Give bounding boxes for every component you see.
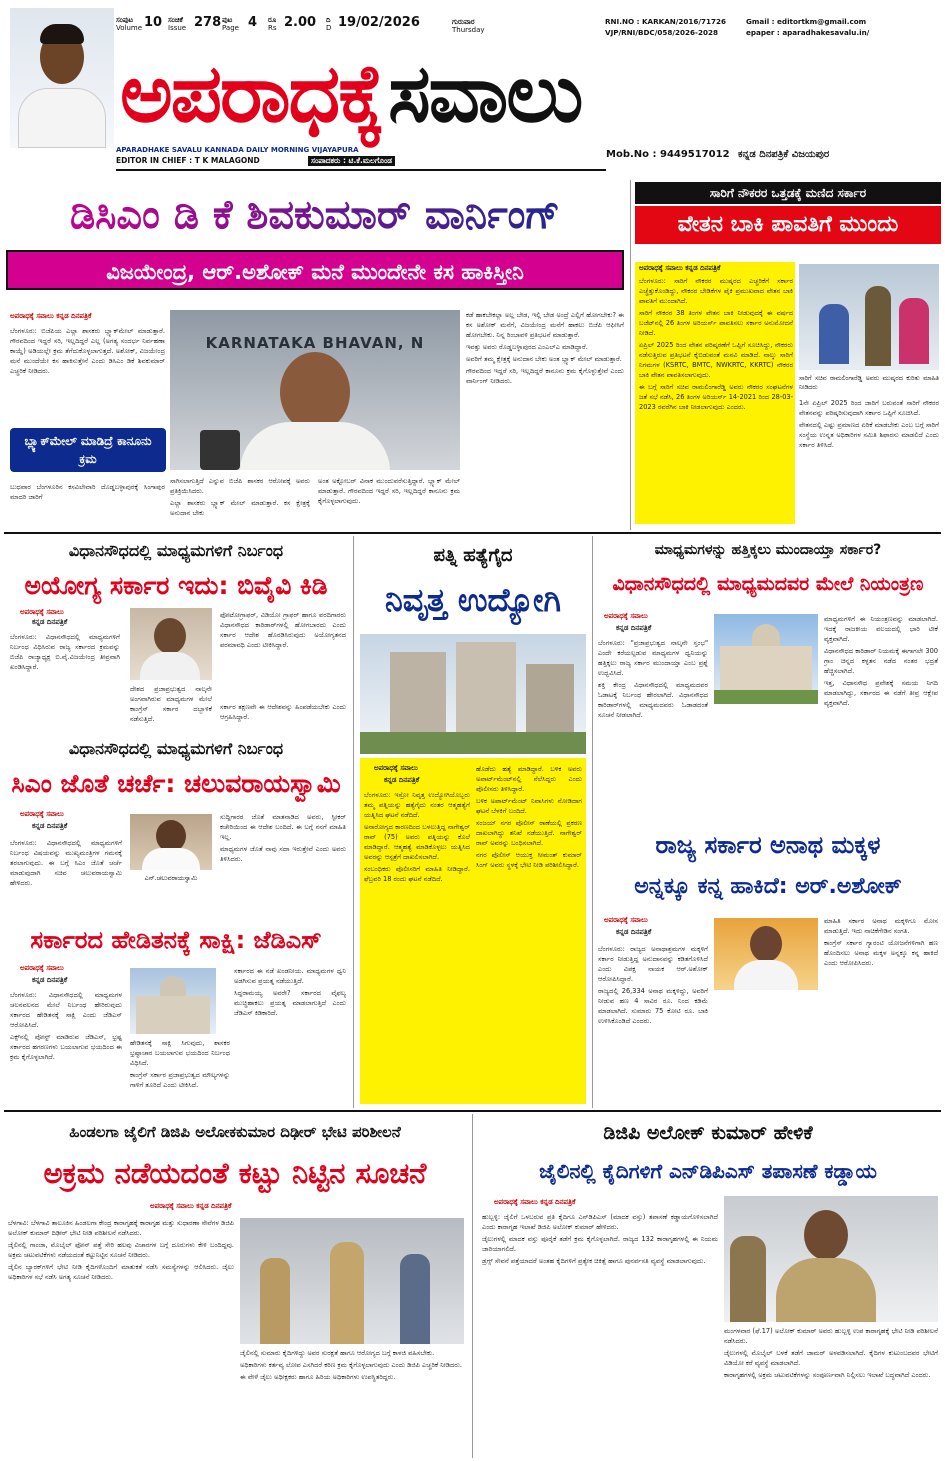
prison-col2-p1: ಜೈಲಿನಲ್ಲಿ ಸುಮಾರು ಕೈದಿಗಳಿದ್ದು ಅವರ ಸುರಕ್ಷತೆ ಹಾಗೂ ಆರೋಗ್ಯದ ಬಗ್ಗೆ ಕಾಳಜಿ ವಹಿಸಬೇಕು. [240,1349,435,1357]
murder-col1-p1: ಬೆಂಗಳೂರು: ಇಸ್ರೋ ನಿವೃತ್ತ ಉದ್ಯೋಗಿಯೊಬ್ಬರು ತಮ್ಮ ಪತ್ನಿಯನ್ನು ಹತ್ಯೆಗೈದು ನಂತರ ಆತ್ಮಹತ್ಯೆಗೆ ಯತ್ನಿಸಿದ ಘಟನೆ ನಡೆದಿದೆ. [364,791,470,819]
orphan-photo-head [750,926,782,962]
media-source1: ಅಪರಾಧಕ್ಕೆ ಸವಾಲು [604,612,648,620]
jds-col2-p1: ಹೇಡಿತನಕ್ಕೆ ಸಾಕ್ಷಿ ಸಿಗುವುದು, ಶಾಸಕರ ಭ್ರಷ್ಟಾಚಾರ ಬಯಲಾಗುವ ಭಯದಿಂದ ನಿರ್ಬಂಧ ವಿಧಿಸಿದೆ. [130,1039,230,1067]
prison-col2-p3: ಈ ವೇಳೆ ಜೈಲು ಅಧೀಕ್ಷಕರು ಹಾಗೂ ಹಿರಿಯ ಅಧಿಕಾರಿಗಳು ಉಪಸ್ಥಿತರಿದ್ದರು. [240,1373,396,1381]
ndps-photo-head [804,1210,848,1260]
murder-col2-p3: ಸಂಜಯ್ ನಗರ ಪೊಲೀಸ್ ಠಾಣೆಯಲ್ಲಿ ಪ್ರಕರಣ ದಾಖಲಾಗಿದ್ದು ತನಿಖೆ ನಡೆಯುತ್ತಿದೆ. ನಾಗೇಶ್ವರ್ ರಾವ್ ಅವರನ್ನು ಬಂಧಿಸಲಾಗಿದೆ. [476,819,582,847]
volume-no: 10 [144,15,163,30]
day-en: Thursday [452,26,485,34]
lead-col4-p1: ಕಡೆ ಹಾಕಬೇಕಲ್ಲಾ ಅಲ್ಲ ಬೇಡ, ಇಲ್ಲಿ ಬೇಡ ಅಂದ್ರೆ ಎಲ್ಲಿಗೆ ಹೋಗಬೇಕು? ಈ ಕಸ ಅಶೋಕ್ ಮನೆಗೆ, ವಿಜಯೇಂದ್ರ ಮನೆಗೆ ಹಾಕಲು ಬಿಜೆಪಿ ಆಫೀಸಿಗೆ ಹೋಗಬೇಕು. ನಿನ್ನ ರಿಂಬಾವಳಿ ಪ್ರತಿಭಟನೆ ಮಾಡುತ್ತಾರೆ. [466,311,624,339]
paper-title [120,40,940,148]
salary-col1-p3: ಏಪ್ರಿಲ್ 2025 ರಿಂದ ವೇತನ ಪರಿಷ್ಕರಣೆಗೆ ಒಪ್ಪಿಗೆ ಸೂಚಿಸಿದ್ದು, ನೌಕರರು ನಡೆಸುತ್ತಿರುವ ಪ್ರತಿಭಟನೆ ಕೈಬಿಡುವಂತೆ ಮನವಿ ಮಾಡಿದೆ. ನಾಲ್ಕು ಸಾರಿಗೆ ನಿಗಮಗಳ (KSRTC, BMTC, NWKRTC, KKRTC) ನೌಕರರ ಬಾಕಿ ವೇತನ ಪಾವತಿಸಲಾಗುವುದು. [639,341,793,379]
orphan-col1 [598,944,708,1104]
ndps-col2 [724,1326,938,1454]
jds-photo-dome [160,976,186,998]
epaper: epaper : aparadhakesavalu.in/ [746,28,870,37]
lead-col2-p1: ಸಾಗಿಸಲಾಗುತ್ತಿದೆ ಎನ್ನುವ ಬಿಜೆಪಿ ಶಾಸಕರ ಆರೋಪಕ್ಕೆ ಅವರು ಪ್ರತಿಕ್ರಿಯಿಸಿದರು. [170,477,310,495]
editor-en: EDITOR IN CHIEF : T K MALAGOND [116,156,260,165]
lead-col4-p3: ಅವರಿಗೆ ತಮ್ಮ ಕ್ಷೇತ್ರಕ್ಕೆ ಅನುದಾನ ಬೇಕು ಅಂತ ಬ್ಲ್ಯಾಕ್ ಮೇಲ್ ಮಾಡುತ್ತಾರೆ. [466,355,622,363]
title-black: ಸವಾಲು [388,47,582,140]
ndps-col1-p1: ಹುಬ್ಬಳ್ಳಿ: ಜೈಲಿಗೆ ಒಳಬರುವ ಪ್ರತಿ ಕೈದಿಗೂ ಎನ್‌ಡಿಪಿಎಸ್ (ಮಾದಕ ವಸ್ತು) ತಪಾಸಣೆ ಕಡ್ಡಾಯಗೊಳಿಸಲಾಗಿದೆ ಎಂದು ಕಾರಾಗೃಹ ಇಲಾಖೆ ಡಿಜಿಪಿ ಅಲೋಕ್ ಕುಮಾರ್ ಹೇಳಿದರು. [482,1213,718,1231]
salary-caption-text: ಸಾರಿಗೆ ಸಚಿವ ರಾಮಲಿಂಗಾರೆಡ್ಡಿ ಅವರು ಮುಷ್ಕರದ ಕುರಿತು ಮಾಹಿತಿ ನೀಡಿದರು [799,375,939,391]
prison-headline: ಅಕ್ರಮ ನಡೆಯದಂತೆ ಕಟ್ಟು ನಿಟ್ಟಿನ ಸೂಚನೆ [43,1156,427,1190]
media-photo-dome [752,624,780,648]
orphan-col1-p1: ಬೆಂಗಳೂರು: ರಾಜ್ಯದ ಅನಾಥಾಶ್ರಮಗಳ ಮಕ್ಕಳಿಗೆ ಸರ್ಕಾರ ನೀಡುತ್ತಿದ್ದ ಅನುದಾನವನ್ನು ಕಡಿತಗೊಳಿಸಿದೆ ಎಂದು ವಿಪಕ್ಷ ನಾಯಕ ಆರ್.ಅಶೋಕ್ ಆರೋಪಿಸಿದ್ದಾರೆ. [598,945,708,983]
cm-photo-body [142,848,200,870]
orphan-col2 [824,916,938,1104]
media-photo-building [720,646,812,690]
prison-photo-officer1 [260,1258,290,1344]
col-rule-1 [353,536,354,1108]
date-label: ದಿ [326,16,331,24]
murder-col1 [364,790,470,1102]
jds-col1 [10,990,122,1100]
editor-photo [10,8,114,148]
media-col1-p2: ಶಕ್ತಿ ಕೇಂದ್ರ ವಿಧಾನಸೌಧದಲ್ಲಿ ಮಾಧ್ಯಮದವರ ಓಡಾಟಕ್ಕೆ ನಿರ್ಬಂಧ ಹೇರಲಾಗಿದೆ. ವಿಧಾನಸೌಧದ ಕಾರಿಡಾರ್‌ಗಳಲ್ಲಿ ಮಾಧ್ಯಮದವರು ಓಡಾಡದಂತೆ ಸೂಚನೆ ನೀಡಲಾಗಿದೆ. [598,681,708,719]
salary-story [630,180,942,530]
editor-shirt [18,88,106,148]
title-red: ಅಪರಾಧಕ್ಕೆ [120,47,384,140]
prison-photo-officer3 [400,1254,430,1344]
salary-col1-p2: ಸಾರಿಗೆ ನೌಕರರ 38 ತಿಂಗಳ ವೇತನ ಬಾಕಿ ನೀಡುವುದಕ್ಕೆ ಈ ವರ್ಷದ ಬಜೆಟ್‌ನಲ್ಲಿ 26 ತಿಂಗಳ ಅರಿಯರ್ಸ್ ಪಾವತಿಸಲು ಸರ್ಕಾರ ಅನುಮೋದನೆ ನೀಡಿದೆ. [639,309,793,337]
salary-col2-p2: ವೇತನದಲ್ಲಿ ಎಷ್ಟು ಪ್ರಮಾಣದ ಏರಿಕೆ ಮಾಡಬೇಕು ಎಂಬ ಬಗ್ಗೆ ಸಾರಿಗೆ ಸಂಸ್ಥೆಯ ಉನ್ನತ ಅಧಿಕಾರಿಗಳ ಸಮಿತಿ ಶಿಫಾರಸು ಮಾಡಲಿದೆ ಎಂದು ಸರ್ಕಾರ ತಿಳಿಸಿದೆ. [799,421,939,449]
media-col2 [824,614,938,816]
date-en: D [326,24,332,32]
volume-en: Volume [116,24,143,32]
lead-source: ಅಪರಾಧಕ್ಕೆ ಸವಾಲು ಕನ್ನಡ ದಿನಪತ್ರಿಕೆ [10,312,92,320]
orphan-headline2: ಅನ್ನಕ್ಕೂ ಕನ್ನ ಹಾಕಿದೆ: ಅರ್.ಅಶೋಕ್ [634,874,902,899]
ndps-col2-p2: ಜೈಲುಗಳಲ್ಲಿ ಮೊಬೈಲ್ ಬಳಕೆ ತಡೆಗೆ ಜಾಮರ್ ಅಳವಡಿಸಲಾಗಿದೆ. ಕೈದಿಗಳ ಕುಟುಂಬದವರ ಭೇಟಿಗೆ ವಿಡಿಯೋ ಕರೆ ವ್ಯವಸ್ಥೆ ಮಾಡಲಾಗಿದೆ. [724,1349,938,1367]
murder-col2-p2: ಬಳಿಕ ಅಪಾರ್ಟ್‌ಮೆಂಟ್ ನಿವಾಸಿಗಳು ನೋಡಿದಾಗ ಘಟನೆ ಬೆಳಕಿಗೆ ಬಂದಿದೆ. [476,797,582,815]
jds-col1-p2: ಎಕ್ಸ್‌ನಲ್ಲಿ ಪೋಸ್ಟ್ ಮಾಡಿರುವ ಜೆಡಿಎಸ್, ಭ್ರಷ್ಟ ಸರ್ಕಾರದ ಹಗರಣಗಳು ಬಯಲಾಗುವ ಭಯದಿಂದ ಈ ಕ್ರಮ ಕೈಗೊಳ್ಳಲಾಗಿದೆ. [10,1033,122,1061]
cm-kicker: ವಿಧಾನಸೌಧದಲ್ಲಿ ಮಾಧ್ಯಮಗಳಿಗೆ ನಿರ್ಬಂಧ [68,739,284,758]
jds-headline: ಸರ್ಕಾರದ ಹೇಡಿತನಕ್ಕೆ ಸಾಕ್ಷಿ: ಜೆಡಿಎಸ್ [30,926,322,954]
prison-col2 [240,1348,464,1454]
ndps-kicker: ಡಿಜಿಪಿ ಅಲೋಕ್ ಕುಮಾರ್ ಹೇಳಿಕೆ [603,1122,813,1144]
cm-col1 [10,838,122,902]
media-col2-p3: ಇತ್ತ, ವಿಧಾನಸೌಧ ಪ್ರವೇಶಕ್ಕೆ ಸಮಯ ನಿಗದಿ ಮಾಡಲಾಗಿದ್ದು, ಸರ್ಕಾರದ ಈ ನಡೆಗೆ ತೀವ್ರ ಆಕ್ಷೇಪ ವ್ಯಕ್ತವಾಗಿದೆ. [824,679,938,707]
ndps-photo [724,1196,938,1322]
prison-source: ಅಪರಾಧಕ್ಕೆ ಸವಾಲು ಕನ್ನಡ ದಿನಪತ್ರಿಕೆ [150,1202,232,1210]
jds-col1-p1: ಬೆಂಗಳೂರು: ವಿಧಾನಸೌಧದಲ್ಲಿ ಮಾಧ್ಯಮಗಳ ಚಲನವಲನದ ಮೇಲೆ ನಿರ್ಬಂಧ ಹೇರಿರುವುದು ಸರ್ಕಾರದ ಹೇಡಿತನಕ್ಕೆ ಸಾಕ್ಷಿ ಎಂದು ಜೆಡಿಎಸ್ ಆರೋಪಿಸಿದೆ. [10,991,122,1029]
orphan-headline1: ರಾಜ್ಯ ಸರ್ಕಾರ ಅನಾಥ ಮಕ್ಕಳ [655,831,881,859]
media-headline: ವಿಧಾನಸೌಧದಲ್ಲಿ ಮಾಧ್ಯಮದವರ ಮೇಲೆ ನಿಯಂತ್ರಣ [612,573,924,595]
divider-1 [4,532,941,534]
jds-story [0,908,352,1108]
editor-hair [40,24,84,44]
bjp-kicker: ವಿಧಾನಸೌಧದಲ್ಲಿ ಮಾಧ್ಯಮಗಳಿಗೆ ನಿರ್ಬಂಧ [68,541,284,560]
tagline-kn: ಕನ್ನಡ ದಿನಪತ್ರಿಕೆ ವಿಜಯಪುರ [738,149,830,160]
masthead-rule [116,169,606,171]
salary-headline: ವೇತನ ಬಾಕಿ ಪಾವತಿಗೆ ಮುಂದು [635,206,941,244]
prison-photo [240,1218,464,1344]
price-en: Rs [268,24,277,32]
media-photo-lawn [714,690,818,704]
lead-photo-head [280,352,350,432]
day-kn: ಗುರುವಾರ [452,18,475,26]
mobile: Mob.No : 9449517012 [606,149,730,160]
lead-col4-p4: ಗೌರವದಿಂದ ಇದ್ದರೆ ಸರಿ, ಇಲ್ಲದಿದ್ದರೆ ಕಾನೂನು ಕ್ರಮ ಕೈಗೊಳ್ಳುತ್ತೇವೆ ಎಂದು ವಾರ್ನಿಂಗ್ ನೀಡಿದರು. [466,367,624,385]
lead-photo [170,310,460,470]
salary-col2-p1: 1ನೇ ಏಪ್ರಿಲ್ 2025 ರಿಂದ ಜಾರಿಗೆ ಬರುವಂತೆ ಸಾರಿಗೆ ನೌಕರರ ವೇತನವನ್ನು ಪರಿಷ್ಕರಿಸುವುದಾಗಿ ಸರ್ಕಾರ ಒಪ್ಪಿಗೆ ಸೂಚಿಸಿದೆ. [799,399,939,417]
cm-col2-p1: ಸುದ್ದಿಗಾರರ ಜೊತೆ ಮಾತನಾಡಿದ ಅವರು, ಸ್ಪೀಕರ್ ಕಚೇರಿಯಿಂದ ಈ ಆದೇಶ ಬಂದಿದೆ. ಈ ಬಗ್ಗೆ ನನಗೆ ಮಾಹಿತಿ ಇಲ್ಲ. [220,813,346,841]
bjp-headline: ಅಯೋಗ್ಯ ಸರ್ಕಾರ ಇದು: ಬಿವೈವಿ ಕಿಡಿ [24,571,328,600]
murder-headline: ನಿವೃತ್ತ ಉದ್ಯೋಗಿ [384,581,562,619]
salary-source: ಅಪರಾಧಕ್ಕೆ ಸವಾಲು ಕನ್ನಡ ದಿನಪತ್ರಿಕೆ [639,264,721,272]
jds-photo-building [136,996,210,1034]
salary-col1 [639,276,793,522]
media-col2-p2: ವಿಧಾನಸೌಧದ ಕಾರಿಡಾರ್ ನಿಯಮಕ್ಕೆ ಈಗಾಗಲೇ 300 ಗ್ರಾಂ ಚಿನ್ನದ ಕಳ್ಳತನ ನಡೆದ ನಂತರ ಭದ್ರತೆ ಹೆಚ್ಚಿಸಲಾಗಿದೆ. [824,647,938,675]
jds-col3-p2: ಸಿದ್ದರಾಮಯ್ಯ ಅವರೇ? ಸರ್ಕಾರದ ವೈಫಲ್ಯ ಮುಚ್ಚಿಹಾಕಲು ಪ್ರಯತ್ನ ಮಾಡಲಾಗುತ್ತಿದೆ ಎಂದು ಜೆಡಿಎಸ್ ಕಿಡಿಕಾರಿದೆ. [234,989,346,1017]
lead-col2-p2: ಎಲ್ಲಾ ಶಾಸಕರು ಬ್ಲ್ಯಾಕ್ ಮೇಲ್ ಮಾಡುತ್ತಾರೆ. ಕಸ ಕ್ಷೇತ್ರಕ್ಕೆ ಅನುದಾನ ಬೇಕು [170,499,310,517]
lead-col2 [170,476,310,526]
prison-col1-p1: ಬೆಳಗಾವಿ: ಬೆಳಗಾವಿ ತಾಲೂಕಿನ ಹಿಂಡಲಗಾ ಕೇಂದ್ರ ಕಾರಾಗೃಹಕ್ಕೆ ಕಾರಾಗೃಹ ಮತ್ತು ಸುಧಾರಣಾ ಸೇವೆಗಳ ಡಿಜಿಪಿ ಅಲೋಕ್ ಕುಮಾರ್ ದಿಢೀರ್ ಭೇಟಿ ನೀಡಿ ಪರಿಶೀಲನೆ ನಡೆಸಿದರು. [8,1219,234,1237]
murder-col1-p3: ಸಂಬಂಧಿಕರು ಪೊಲೀಸರಿಗೆ ಮಾಹಿತಿ ನೀಡಿದ್ದಾರೆ. ಫೆಬ್ರವರಿ 18 ರಂದು ಘಟನೆ ನಡೆದಿದೆ. [364,865,470,883]
jds-col2-p2: ಕಾಂಗ್ರೆಸ್ ಸರ್ಕಾರ ಪ್ರಜಾಪ್ರಭುತ್ವದ ಮೌಲ್ಯಗಳನ್ನು ಗಾಳಿಗೆ ತೂರಿದೆ ಎಂದು ಟೀಕಿಸಿದೆ. [130,1071,230,1089]
ndps-col1-p3: ಡ್ರಗ್ಸ್ ಸೇವನೆ ಪತ್ತೆಯಾದರೆ ಅಂತಹ ಕೈದಿಗಳಿಗೆ ಪ್ರತ್ಯೇಕ ಚಿಕಿತ್ಸೆ ಹಾಗೂ ಪುನರ್ವಸತಿ ವ್ಯವಸ್ಥೆ ಮಾಡಲಾಗುವುದು. [482,1257,706,1265]
jds-photo [130,968,216,1034]
murder-source2: ಕನ್ನಡ ದಿನಪತ್ರಿಕೆ [384,776,420,784]
ndps-story [474,1114,942,1458]
murder-col2 [476,764,582,1102]
bjp-col2-p1: ಫೋಟೋಗ್ರಾಫರ್, ವಿಡಿಯೋ ಗ್ರಾಫರ್ ಹಾಗೂ ವರದಿಗಾರರು ವಿಧಾನಸೌಧದ ಕಾರಿಡಾರ್‌ಗಳಲ್ಲಿ ಹೋಗಬಾರದು ಎಂದು ಸರ್ಕಾರ ಆದೇಶ ಹೊರಡಿಸಿರುವುದು ಅಯೋಗ್ಯತನದ ಪರಮಾವಧಿ ಎಂದು ಟೀಕಿಸಿದ್ದಾರೆ. [220,611,346,649]
cm-col2 [220,812,346,902]
col-rule-3 [472,1114,473,1458]
lead-col1 [10,326,165,422]
page-label: ಪುಟ [222,16,233,24]
murder-photo [360,634,586,754]
orphan-col1-p2: ರಾಜ್ಯದಲ್ಲಿ 26,334 ಅನಾಥ ಮಕ್ಕಳಿದ್ದು, ಅವರಿಗೆ ನೀಡುವ ಹಣ 4 ಸಾವಿರ ರೂ. ನಿಂದ ಕಡಿಮೆ ಮಾಡಲಾಗಿದೆ. ಸುಮಾರು 75 ಕೋಟಿ ರೂ. ಬಾಕಿ ಉಳಿಸಿಕೊಂಡಿದೆ ಎಂದರು. [598,987,708,1025]
cm-story [0,736,352,906]
lead-col3 [318,476,460,526]
media-source2: ಕನ್ನಡ ದಿನಪತ್ರಿಕೆ [616,624,652,632]
tagline-en: APARADHAKE SAVALU KANNADA DAILY MORNING VIJAYAPURA [116,146,359,154]
salary-photo [799,264,939,370]
ndps-source: ಅಪರಾಧಕ್ಕೆ ಸವಾಲು ಕನ್ನಡ ದಿನಪತ್ರಿಕೆ [494,1198,576,1206]
bjp-story [0,536,352,736]
cm-col2-p2: ಮಾಧ್ಯಮಗಳ ಜೊತೆ ನಾವು ಸದಾ ಇರುತ್ತೇವೆ ಎಂದು ಅವರು ತಿಳಿಸಿದರು. [220,845,346,863]
prison-col1-p2: ಜೈಲಿನಲ್ಲಿ ಗಾಂಜಾ, ಮೊಬೈಲ್ ಫೋನ್ ಪತ್ತೆ ಸೇರಿ ಹಲವು ವಿಚಾರಗಳ ಬಗ್ಗೆ ದೂರುಗಳು ಕೇಳಿ ಬಂದಿದ್ದವು. ಅಕ್ರಮ ಚಟುವಟಿಕೆಗಳು ನಡೆಯದಂತೆ ಕಟ್ಟುನಿಟ್ಟಿನ ಸೂಚನೆ ನೀಡಿದರು. [8,1241,234,1259]
lead-photo-mic [200,430,240,470]
ndps-photo-officer [730,1236,766,1322]
editor-kn: ಸಂಪಾದಕರು : ಟಿ.ಕೆ.ಮಲಗೊಂಡ [308,156,395,166]
bjp-photo [130,608,212,680]
salary-photo-passenger2 [899,298,929,364]
salary-col1-p4: ಈ ಬಗ್ಗೆ ಸಾರಿಗೆ ಸಚಿವ ರಾಮಲಿಂಗಾರೆಡ್ಡಿ ಅವರು ನೌಕರರ ಸಂಘಟನೆಗಳ ಜತೆ ಸಭೆ ನಡೆಸಿ, 26 ತಿಂಗಳ ಅರಿಯರ್ಸ್ 14-2021 ರಿಂದ 28-03-2023 ರವರೆಗಿನ ಬಾಕಿ ನೀಡಲಾಗುವುದು ಎಂದರು. [639,383,793,411]
orphan-source1: ಅಪರಾಧಕ್ಕೆ ಸವಾಲು [604,916,648,924]
page-no: 4 [248,15,258,30]
lead-col4 [466,310,624,524]
prison-kicker: ಹಿಂಡಲಗಾ ಜೈಲಿಗೆ ಡಿಜಿಪಿ ಅಲೋಕಕುಮಾರ ದಿಢೀರ್ ಭೇಟಿ ಪರಿಶೀಲನೆ [69,1123,401,1141]
cm-photo [130,814,212,870]
cm-source2: ಕನ್ನಡ ದಿನಪತ್ರಿಕೆ [32,822,68,830]
gmail: Gmail : editortkm@gmail.com [746,17,867,26]
ndps-col2-p3: ಕಾರಾಗೃಹಗಳಲ್ಲಿ ಅಕ್ರಮ ಚಟುವಟಿಕೆಗಳನ್ನು ಸಂಪೂರ್ಣವಾಗಿ ನಿಲ್ಲಿಸಲು ಇಲಾಖೆ ಬದ್ಧವಾಗಿದೆ ಎಂದರು. [724,1371,931,1379]
bjp-col1 [10,632,120,722]
prison-col2-p2: ಅಧಿಕಾರಿಗಳು ಕರ್ತವ್ಯ ಲೋಪ ಎಸಗಿದರೆ ಕಠಿಣ ಕ್ರಮ ಕೈಗೊಳ್ಳಲಾಗುವುದು ಎಂದು ಡಿಜಿಪಿ ಎಚ್ಚರಿಕೆ ನೀಡಿದರು. [240,1361,462,1369]
media-col1 [598,638,708,816]
ndps-col1 [482,1212,718,1454]
murder-kicker: ಪತ್ನಿ ಹತ್ಯೆಗೈದ [433,545,513,566]
bjp-photo-head [154,618,186,654]
issue-no: 278 [194,15,222,30]
lead-col4-p2: ಇವತ್ತು ಅವರು ರೊಡ್ಡಬಳ್ಳಾಪುರದ ಎಂಎಲ್ಎ ಮಾಡಿದ್ದಾರೆ. [466,343,588,351]
bjp-col1-p1: ಬೆಂಗಳೂರು: ವಿಧಾನಸೌಧದಲ್ಲಿ ಮಾಧ್ಯಮಗಳಿಗೆ ನಿರ್ಬಂಧ ವಿಧಿಸಿರುವ ರಾಜ್ಯ ಸರ್ಕಾರದ ಕ್ರಮವನ್ನು ಬಿಜೆಪಿ ರಾಜ್ಯಾಧ್ಯಕ್ಷ ಬಿ.ವೈ.ವಿಜಯೇಂದ್ರ ತೀವ್ರವಾಗಿ ಖಂಡಿಸಿದ್ದಾರೆ. [10,633,120,671]
prison-story [0,1114,470,1458]
cm-source1: ಅಪರಾಧಕ್ಕೆ ಸವಾಲು [20,810,64,818]
jds-col2 [130,1038,230,1102]
ndps-col1-p2: ಜೈಲುಗಳಲ್ಲಿ ಮಾದಕ ವಸ್ತು ಪೂರೈಕೆ ತಡೆಗೆ ಕ್ರಮ ಕೈಗೊಳ್ಳಲಾಗಿದೆ. ರಾಜ್ಯದ 132 ಕಾರಾಗೃಹಗಳಲ್ಲಿ ಈ ನಿಯಮ ಜಾರಿಯಾಗಲಿದೆ. [482,1235,718,1253]
lead-col1b-p1: ಬುಧವಾರ ಬೆಂಗಳೂರಿನ ಕಸವಿಲೇವಾರಿ ದೊಡ್ಡಬಳ್ಳಾಪುರಕ್ಕೆ ಸಿಂಗಾಪುರ ಮಾದರಿ ಜಾರಿಗೆ [10,483,165,501]
ndps-col2-p1: ಮಂಗಳವಾರ (ಫೆ.17) ಅಲೋಕ್ ಕುಮಾರ್ ಅವರು ಹುಬ್ಬಳ್ಳಿ ಉಪ ಕಾರಾಗೃಹಕ್ಕೆ ಭೇಟಿ ನೀಡಿ ಪರಿಶೀಲನೆ ನಡೆಸಿದರು. [724,1327,938,1345]
orphan-story [594,820,942,1108]
cm-col1-p1: ಬೆಂಗಳೂರು: ವಿಧಾನಸೌಧದಲ್ಲಿ ಮಾಧ್ಯಮಗಳಿಗೆ ನಿರ್ಬಂಧ ವಿಷಯವನ್ನು ಮುಖ್ಯಮಂತ್ರಿಗಳ ಗಮನಕ್ಕೆ ತರಲಾಗುವುದು. ಈ ಬಗ್ಗೆ ಸಿಎಂ ಜೊತೆ ಚರ್ಚೆ ಮಾಡುವುದಾಗಿ ಸಚಿವ ಚಲುವರಾಯಸ್ವಾಮಿ ಹೇಳಿದರು. [10,839,122,887]
jds-col3 [234,966,346,1102]
lead-photo-banner: KARNATAKA BHAVAN, N [205,334,425,352]
date: 19/02/2026 [338,15,420,30]
ndps-headline: ಜೈಲಿನಲ್ಲಿ ಕೈದಿಗಳಿಗೆ ಎನ್‌ಡಿಪಿಎಸ್ ತಪಾಸಣೆ ಕಡ್ಡಾಯ [539,1159,877,1183]
orphan-col2-p1: ಮಾಹಿತಿ ಸರ್ಕಾರ ಅನಾಥ ಮಕ್ಕಳಿಗೂ ಮೋಸ ಮಾಡುತ್ತಿದೆ. ಇದು ನಾಚಿಕೆಗೇಡಿನ ಸಂಗತಿ. [824,917,938,935]
rni-no: RNI.NO : KARKAN/2016/71726 [605,17,727,26]
media-story [594,536,942,820]
murder-col2-p4: ನಗರ ಪೊಲೀಸ್ ಆಯುಕ್ತ ಸೀಮಂತ್ ಕುಮಾರ್ ಸಿಂಗ್ ಅವರು ಸ್ಥಳಕ್ಕೆ ಭೇಟಿ ನೀಡಿ ಪರಿಶೀಲಿಸಿದ್ದಾರೆ. [476,851,582,869]
bjp-col2b [220,702,346,726]
lead-story [0,180,630,530]
salary-photo-conductor [865,286,891,366]
murder-photo-trees [360,732,586,754]
bjp-col1b-p1: ದೇಶದ ಪ್ರಜಾಪ್ರಭುತ್ವದ ನಾಲ್ಕನೇ ಅಂಗವಾಗಿರುವ ಮಾಧ್ಯಮಗಳ ಮೇಲೆ ಕಾಂಗ್ರೆಸ್ ಸರ್ಕಾರ ದಬ್ಬಾಳಿಕೆ ನಡೆಸುತ್ತಿದೆ. [130,685,212,723]
orphan-photo [714,918,818,990]
murder-story [356,536,590,1108]
cm-photo-caption: ಎನ್.ಚಲುವರಾಯಸ್ವಾಮಿ [144,874,198,882]
jds-source2: ಕನ್ನಡ ದಿನಪತ್ರಿಕೆ [32,976,68,984]
salary-photo-caption [799,374,939,396]
media-col2-p1: ಮಾಧ್ಯಮಗಳಿಗೆ ಈ ನಿಯಂತ್ರಣವನ್ನು ಮಾಡಲಾಗಿದೆ. ಇದಕ್ಕೆ ರಾಜಕೀಯ ವಲಯದಲ್ಲಿ ಭಾರಿ ಟೀಕೆ ವ್ಯಕ್ತವಾಗಿದೆ. [824,615,938,643]
lead-highlight: ಬ್ಲ್ಯಾಕ್‌ಮೇಲ್ ಮಾಡಿದ್ರೆ ಕಾನೂನು ಕ್ರಮ [10,428,166,472]
ndps-photo-body [776,1258,876,1322]
bjp-source2: ಕನ್ನಡ ದಿನಪತ್ರಿಕೆ [32,618,68,626]
orphan-col2-p2: ಕಾಂಗ್ರೆಸ್ ಸರ್ಕಾರ ಗ್ಯಾರಂಟಿ ಯೋಜನೆಗಳಿಗಾಗಿ ಹಣ ಹೊಂದಿಸಲು ಅನಾಥ ಮಕ್ಕಳ ಅನ್ನಕ್ಕೂ ಕನ್ನ ಹಾಕಿದೆ ಎಂದು ಆರೋಪಿಸಿದರು. [824,939,938,967]
murder-col1-p2: ಅನಾರೋಗ್ಯದ ಕಾರಣದಿಂದ ಬಳಲುತ್ತಿದ್ದ ನಾಗೇಶ್ವರ್ ರಾವ್ (75) ಅವರು ಪತ್ನಿಯನ್ನು ಕೊಲೆ ಮಾಡಿದ್ದಾರೆ. ಆತ್ಮಹತ್ಯೆ ಮಾಡಿಕೊಳ್ಳಲು ಯತ್ನಿಸಿದ ಅವರನ್ನು ಆಸ್ಪತ್ರೆಗೆ ದಾಖಲಿಸಲಾಗಿದೆ. [364,823,470,861]
jds-col3-p1: ಸರ್ಕಾರದ ಈ ನಡೆ ಖಂಡನೀಯ. ಮಾಧ್ಯಮಗಳ ಧ್ವನಿ ಅಡಗಿಸುವ ಪ್ರಯತ್ನ ನಡೆಯುತ್ತಿದೆ. [234,967,346,985]
bjp-col1b [130,684,212,724]
price: 2.00 [284,15,317,30]
prison-col1-p3: ಜೈಲಿನ ಬ್ಯಾರಕ್‌ಗಳಿಗೆ ಭೇಟಿ ನೀಡಿ ಕೈದಿಗಳೊಂದಿಗೆ ಮಾತುಕತೆ ನಡೆಸಿ ಸಮಸ್ಯೆಗಳನ್ನು ಆಲಿಸಿದರು. ಜೈಲು ಅಧಿಕಾರಿಗಳ ಸಭೆ ನಡೆಸಿ ಅಗತ್ಯ ಸೂಚನೆ ನೀಡಿದರು. [8,1263,234,1281]
bjp-col2b-p1: ಸರ್ಕಾರ ತಕ್ಷಣವೇ ಈ ಆದೇಶವನ್ನು ಹಿಂಪಡೆಯಬೇಕು ಎಂದು ಆಗ್ರಹಿಸಿದ್ದಾರೆ. [220,703,346,721]
price-label: ರೂ [268,16,277,24]
issue-en: Issue [168,24,187,32]
masthead [0,0,945,180]
lead-headline: ಡಿಸಿಎಂ ಡಿ ಕೆ ಶಿವಕುಮಾರ್ ವಾರ್ನಿಂಗ್ [6,182,624,248]
salary-photo-passenger [819,304,849,364]
murder-source1: ಅಪರಾಧಕ್ಕೆ ಸವಾಲು [374,764,418,772]
jds-source1: ಅಪರಾಧಕ್ಕೆ ಸವಾಲು [20,964,64,972]
issue-label: ಸಂಚಿಕೆ [168,16,183,24]
salary-col2 [799,398,939,524]
orphan-photo-body [734,960,798,990]
media-photo [714,614,818,704]
divider-2 [4,1110,941,1112]
media-col1-p1: ಬೆಂಗಳೂರು: "ಪ್ರಜಾಪ್ರಭುತ್ವದ ನಾಲ್ಕನೇ ಸ್ತಂಭ" ಎಂದೇ ಕರೆಯಲ್ಪಡುವ ಮಾಧ್ಯಮಗಳ ಧ್ವನಿಯನ್ನು ಹತ್ತಿಕ್ಕಲು ರಾಜ್ಯ ಸರ್ಕಾರ ಮುಂದಾಯ್ತಾ ಎಂಬ ಪ್ರಶ್ನೆ ಉದ್ಭವಿಸಿದೆ. [598,639,708,677]
murder-col2-p1: ಹೊಡೆದು ಹತ್ಯೆ ಮಾಡಿದ್ದಾರೆ. ಬಳಿಕ ಅವರು ಅಪಾರ್ಟ್‌ಮೆಂಟ್‌ನಲ್ಲಿ ನೆಲೆಸಿದ್ದರು ಎಂದು ಪೊಲೀಸರು ತಿಳಿಸಿದ್ದಾರೆ. [476,765,582,793]
bjp-col2 [220,610,346,700]
lead-col1-p1: ಬೆಂಗಳೂರು: ಬಿಜೆಪಿಯ ಎಲ್ಲಾ ಶಾಸಕರು ಬ್ಲ್ಯಾಕ್‌ಮೇಲ್ ಮಾಡುತ್ತಾರೆ. ಗೌರವದಿಂದ ಇದ್ದರೆ ಸರಿ, ಇಲ್ಲದಿದ್ದರೆ ಎಲ್ಲ (ಅಗತ್ಯ ಸಂದರ್ಭ ನಿರ್ವಹಣಾ ಕಾಯ್ದೆ) ಅಡಿಯಲ್ಲೇ ಕ್ರಮ ತೆಗೆದುಕೊಳ್ಳಲಾಗುತ್ತದೆ. ಅಶೋಕ್, ವಿಜಯೇಂದ್ರ ಮನೆ ಮುಂದೆಯೇ ಕಸ ಹಾಕಿಸುತ್ತೇನೆ ಎಂದು ಡಿಸಿಎಂ ಡಿಕೆ ಶಿವಕುಮಾರ್ ಎಚ್ಚರಿಕೆ ನೀಡಿದರು. [10,327,165,375]
vjp-no: VJP/RNI/BDC/058/2026-2028 [605,28,718,37]
lead-col1b [10,482,165,522]
col-rule-2 [592,536,593,1108]
volume-label: ಸಂಪುಟ [116,16,134,24]
bjp-photo-body [140,652,200,680]
cm-headline: ಸಿಎಂ ಜೊತೆ ಚರ್ಚೆ: ಚಲುವರಾಯಸ್ವಾಮಿ [11,769,341,798]
lead-photo-body [240,422,390,470]
media-kicker: ಮಾಧ್ಯಮಗಳನ್ನು ಹತ್ತಿಕ್ಕಲು ಮುಂದಾಯ್ತಾ ಸರ್ಕಾರ? [654,542,882,558]
prison-photo-officer2 [330,1242,364,1344]
prison-col1 [8,1218,234,1454]
salary-kicker: ಸಾರಿಗೆ ನೌಕರರ ಒತ್ತಡಕ್ಕೆ ಮಣಿದ ಸರ್ಕಾರ [635,182,941,204]
lead-subhead: ವಿಜಯೇಂದ್ರ, ಆರ್.ಅಶೋಕ್ ಮನೆ ಮುಂದೇನೇ ಕಸ ಹಾಕಿಸ್ತೀನಿ [6,250,624,290]
bjp-source1: ಅಪರಾಧಕ್ಕೆ ಸವಾಲು [20,608,64,616]
lead-col3-p1: ಅಂತ ಅಕ್ಟೋಬರ್ ವಿನಾಕ ಮುಂದುವರೆಸುತ್ತಿದ್ದಾರೆ. ಬ್ಲ್ಯಾಕ್ ಮೇಲ್ ಮಾಡುತ್ತಾರೆ. ಗೌರವದಿಂದ ಇದ್ದರೆ ಸರಿ, ಇಲ್ಲದಿದ್ದರೆ ಕಾನೂನು ಕ್ರಮ ಕೈಗೊಳ್ಳಲಾಗುವುದು. [318,477,460,505]
salary-col1-p1: ಬೆಂಗಳೂರು: ಸಾರಿಗೆ ನೌಕರರ ಮುಷ್ಕರದ ಎಚ್ಚರಿಕೆಗೆ ಸರ್ಕಾರ ಎಚ್ಚೆತ್ತುಕೊಂಡಿದ್ದು, ನೌಕರರ ಬೇಡಿಕೆಗಳ ಪೈಕಿ ಪ್ರಮುಖವಾದ ವೇತನ ಬಾಕಿ ಪಾವತಿಗೆ ಮುಂದಾಗಿದೆ. [639,277,793,305]
page-en: Page [222,24,239,32]
orphan-source2: ಕನ್ನಡ ದಿನಪತ್ರಿಕೆ [616,928,652,936]
